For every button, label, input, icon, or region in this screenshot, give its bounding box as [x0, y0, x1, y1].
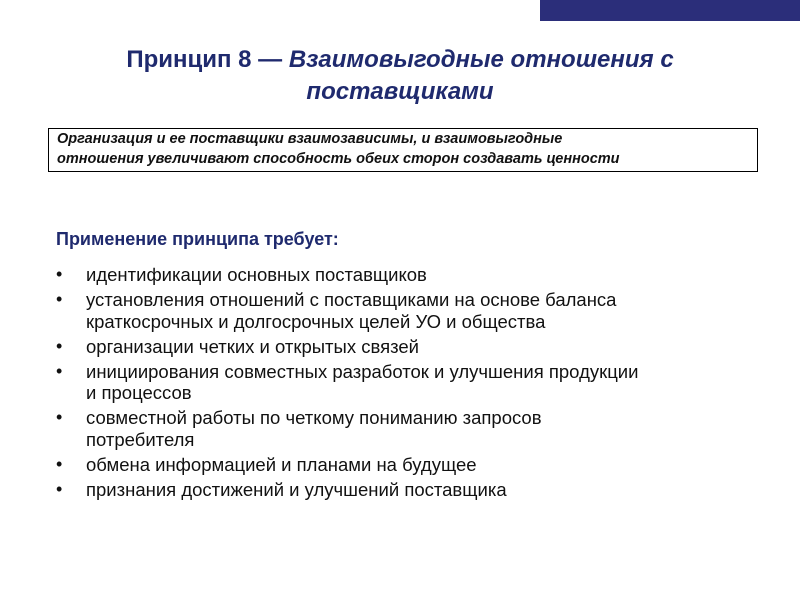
bullet-icon: • [56, 407, 63, 427]
title-line-1 [40, 44, 760, 76]
section-heading: Применение принципа требует: [56, 229, 339, 249]
bullet-icon: • [56, 478, 63, 499]
principle-definition-box [48, 128, 758, 172]
list-item [56, 289, 766, 332]
bullet-icon: • [56, 453, 63, 474]
list-item-line-2: краткосрочных и долгосрочных целей УО и общества [86, 310, 546, 332]
bullet-icon: • [56, 360, 63, 381]
definition-line-1: Организация и ее поставщики взаимозависимы, и взаимовыгодные [57, 131, 563, 147]
list-item-line-1: инициирования совместных разработок и улучшения продукции [86, 360, 639, 382]
title-line-2: поставщиками [306, 78, 494, 105]
slide-title [40, 44, 760, 108]
bullet-icon: • [56, 335, 63, 356]
bullet-icon: • [56, 289, 63, 309]
list-item [56, 407, 766, 450]
requirements-list [56, 264, 766, 504]
list-item [56, 361, 766, 404]
list-item-line-1: организации четких и открытых связей [86, 335, 419, 357]
bullet-icon: • [56, 264, 63, 284]
list-item [56, 264, 766, 286]
list-item-line-1: совместной работы по четкому пониманию запросов [86, 407, 542, 428]
list-item-line-1: обмена информацией и планами на будущее [86, 453, 477, 475]
list-item-line-2: и процессов [86, 382, 192, 403]
list-item [56, 336, 766, 358]
list-item-line-1: установления отношений с поставщиками на основе баланса [86, 289, 617, 310]
list-item [56, 479, 766, 501]
list-item-line-2: потребителя [86, 428, 195, 450]
list-item-line-1: признания достижений и улучшений поставщика [86, 478, 507, 500]
list-item-line-1: идентификации основных поставщиков [86, 264, 427, 285]
title-prefix: Принцип 8 — [126, 46, 289, 73]
list-item [56, 454, 766, 476]
title-italic-part-1: Взаимовыгодные отношения с [288, 46, 674, 73]
corner-accent-bar [540, 0, 800, 21]
definition-line-2: отношения увеличивают способность обеих сторон создавать ценности [57, 150, 620, 167]
